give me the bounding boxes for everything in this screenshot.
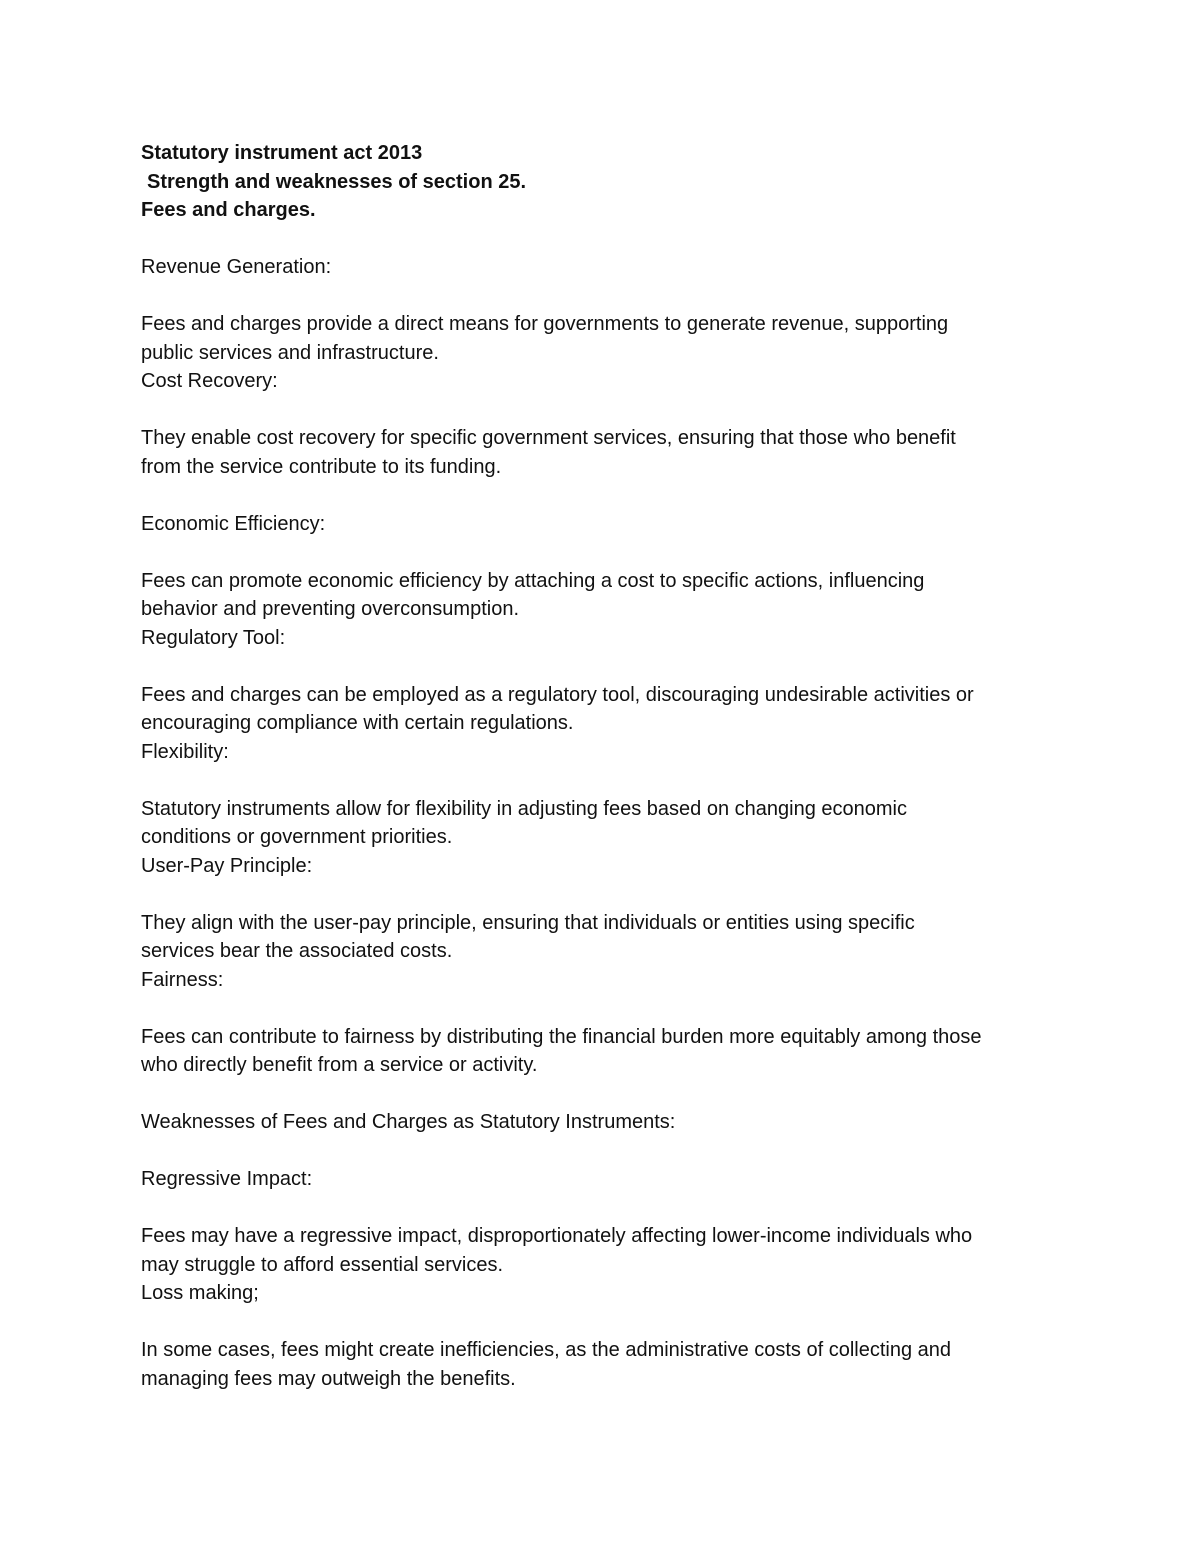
paragraph-line: who directly benefit from a service or activity.	[141, 1054, 538, 1076]
section-label: Loss making;	[141, 1282, 259, 1304]
paragraph-line: Fees can promote economic efficiency by attaching a cost to specific actions, influencing	[141, 569, 925, 592]
spacer	[141, 1080, 1071, 1109]
paragraph-line: public services and infrastructure.	[141, 341, 439, 364]
section-label: User-Pay Principle:	[141, 854, 313, 877]
weaknesses-heading: Weaknesses of Fees and Charges as Statutory Instruments:	[141, 1111, 676, 1133]
document-title: Statutory instrument act 2013	[141, 142, 423, 164]
spacer	[141, 225, 1071, 254]
paragraph-line: behavior and preventing overconsumption.	[141, 598, 520, 620]
paragraph-line: Fees may have a regressive impact, disproportionately affecting lower-income individuals who	[141, 1225, 973, 1247]
paragraph-line: They align with the user-pay principle, ensuring that individuals or entities using specific	[141, 911, 915, 934]
spacer	[141, 1308, 1071, 1337]
paragraph-line: Fees and charges can be employed as a regulatory tool, discouraging undesirable activities or	[141, 683, 974, 706]
paragraph-line: from the service contribute to its funding.	[141, 455, 502, 478]
spacer	[141, 1194, 1071, 1223]
spacer	[141, 880, 1071, 909]
spacer	[141, 652, 1071, 681]
spacer	[141, 766, 1071, 795]
document-subtitle: Strength and weaknesses of section 25.	[147, 170, 527, 193]
paragraph-line: may struggle to afford essential services.	[141, 1253, 504, 1276]
paragraph-line: services bear the associated costs.	[141, 940, 453, 962]
paragraph-line: Fees and charges provide a direct means for governments to generate revenue, supporting	[141, 313, 949, 335]
section-label: Regulatory Tool:	[141, 626, 286, 649]
section-label: Fairness:	[141, 968, 224, 991]
paragraph-line: They enable cost recovery for specific government services, ensuring that those who benefit	[141, 427, 956, 449]
spacer	[141, 1137, 1071, 1166]
section-label: Economic Efficiency:	[141, 512, 326, 535]
spacer	[141, 994, 1071, 1023]
spacer	[141, 282, 1071, 311]
paragraph-line: Statutory instruments allow for flexibility in adjusting fees based on changing economic	[141, 797, 907, 820]
section-label: Regressive Impact:	[141, 1168, 313, 1190]
spacer	[141, 481, 1071, 510]
spacer	[141, 538, 1071, 567]
paragraph-line: encouraging compliance with certain regulations.	[141, 712, 574, 734]
document-page	[141, 139, 1071, 1393]
paragraph-line: managing fees may outweigh the benefits.	[141, 1367, 516, 1390]
section-label: Flexibility:	[141, 740, 229, 763]
document-heading: Fees and charges.	[141, 199, 316, 221]
section-label: Revenue Generation:	[141, 256, 332, 278]
paragraph-line: conditions or government priorities.	[141, 826, 453, 848]
paragraph-line: Fees can contribute to fairness by distributing the financial burden more equitably among those	[141, 1025, 982, 1048]
spacer	[141, 396, 1071, 425]
paragraph-line: In some cases, fees might create inefficiencies, as the administrative costs of collecting and	[141, 1339, 952, 1361]
section-label: Cost Recovery:	[141, 370, 278, 392]
